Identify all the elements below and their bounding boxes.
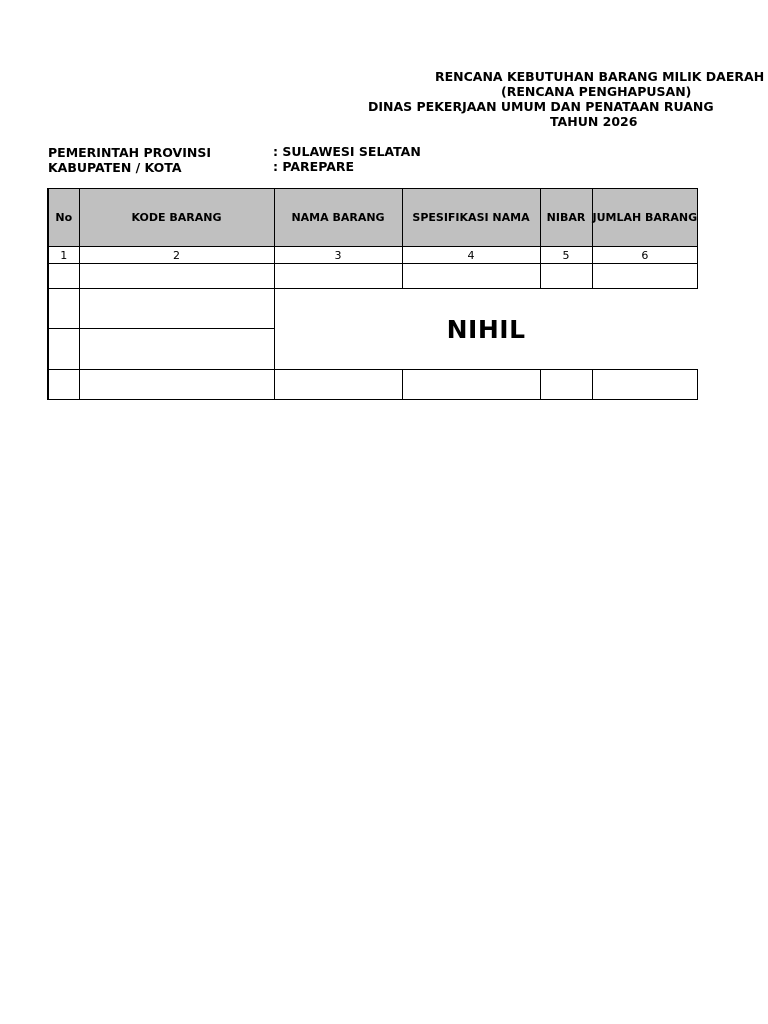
col-header-nibar: NIBAR <box>540 189 592 247</box>
table-row <box>48 370 698 400</box>
header-title: RENCANA KEBUTUHAN BARANG MILIK DAERAH <box>435 69 765 84</box>
table-row <box>48 289 698 329</box>
col-header-kode-barang: KODE BARANG <box>79 189 274 247</box>
city-label: KABUPATEN / KOTA <box>48 160 182 175</box>
province-value: : SULAWESI SELATAN <box>273 144 421 159</box>
city-value: : PAREPARE <box>273 159 355 174</box>
col-header-no: No <box>48 189 79 247</box>
col-number-4: 4 <box>402 247 540 264</box>
col-number-1: 1 <box>48 247 79 264</box>
col-header-nama-barang: NAMA BARANG <box>274 189 402 247</box>
header-clip <box>0 0 765 140</box>
header-agency: DINAS PEKERJAAN UMUM DAN PENATAAN RUANG <box>368 99 714 114</box>
table-cell <box>48 264 79 289</box>
nihil-text: NIHIL <box>446 314 526 344</box>
col-number-3: 3 <box>274 247 402 264</box>
table-cell <box>79 370 274 400</box>
col-number-6: 6 <box>592 247 698 264</box>
table-cell <box>79 264 274 289</box>
table-cell <box>592 370 698 400</box>
table-header-row <box>48 189 698 247</box>
nihil-cell <box>274 289 698 370</box>
table-cell <box>540 370 592 400</box>
table-row <box>48 264 698 289</box>
column-number-row <box>48 247 698 264</box>
table-cell <box>48 370 79 400</box>
header-year: TAHUN 2026 <box>550 114 638 129</box>
table-cell <box>540 264 592 289</box>
table-cell <box>402 370 540 400</box>
table-cell <box>592 264 698 289</box>
table-cell <box>79 329 274 370</box>
table-cell <box>48 289 79 329</box>
goods-table <box>47 188 698 400</box>
province-label: PEMERINTAH PROVINSI <box>48 145 211 160</box>
table-cell <box>402 264 540 289</box>
table-cell <box>48 329 79 370</box>
report-header <box>0 0 768 140</box>
header-subtitle: (RENCANA PENGHAPUSAN) <box>501 84 692 99</box>
table-cell <box>274 370 402 400</box>
col-number-5: 5 <box>540 247 592 264</box>
table-cell <box>274 264 402 289</box>
col-header-jumlah-barang: JUMLAH BARANG <box>592 189 698 247</box>
table-cell <box>79 289 274 329</box>
col-number-2: 2 <box>79 247 274 264</box>
col-header-spesifikasi-nama: SPESIFIKASI NAMA <box>402 189 540 247</box>
